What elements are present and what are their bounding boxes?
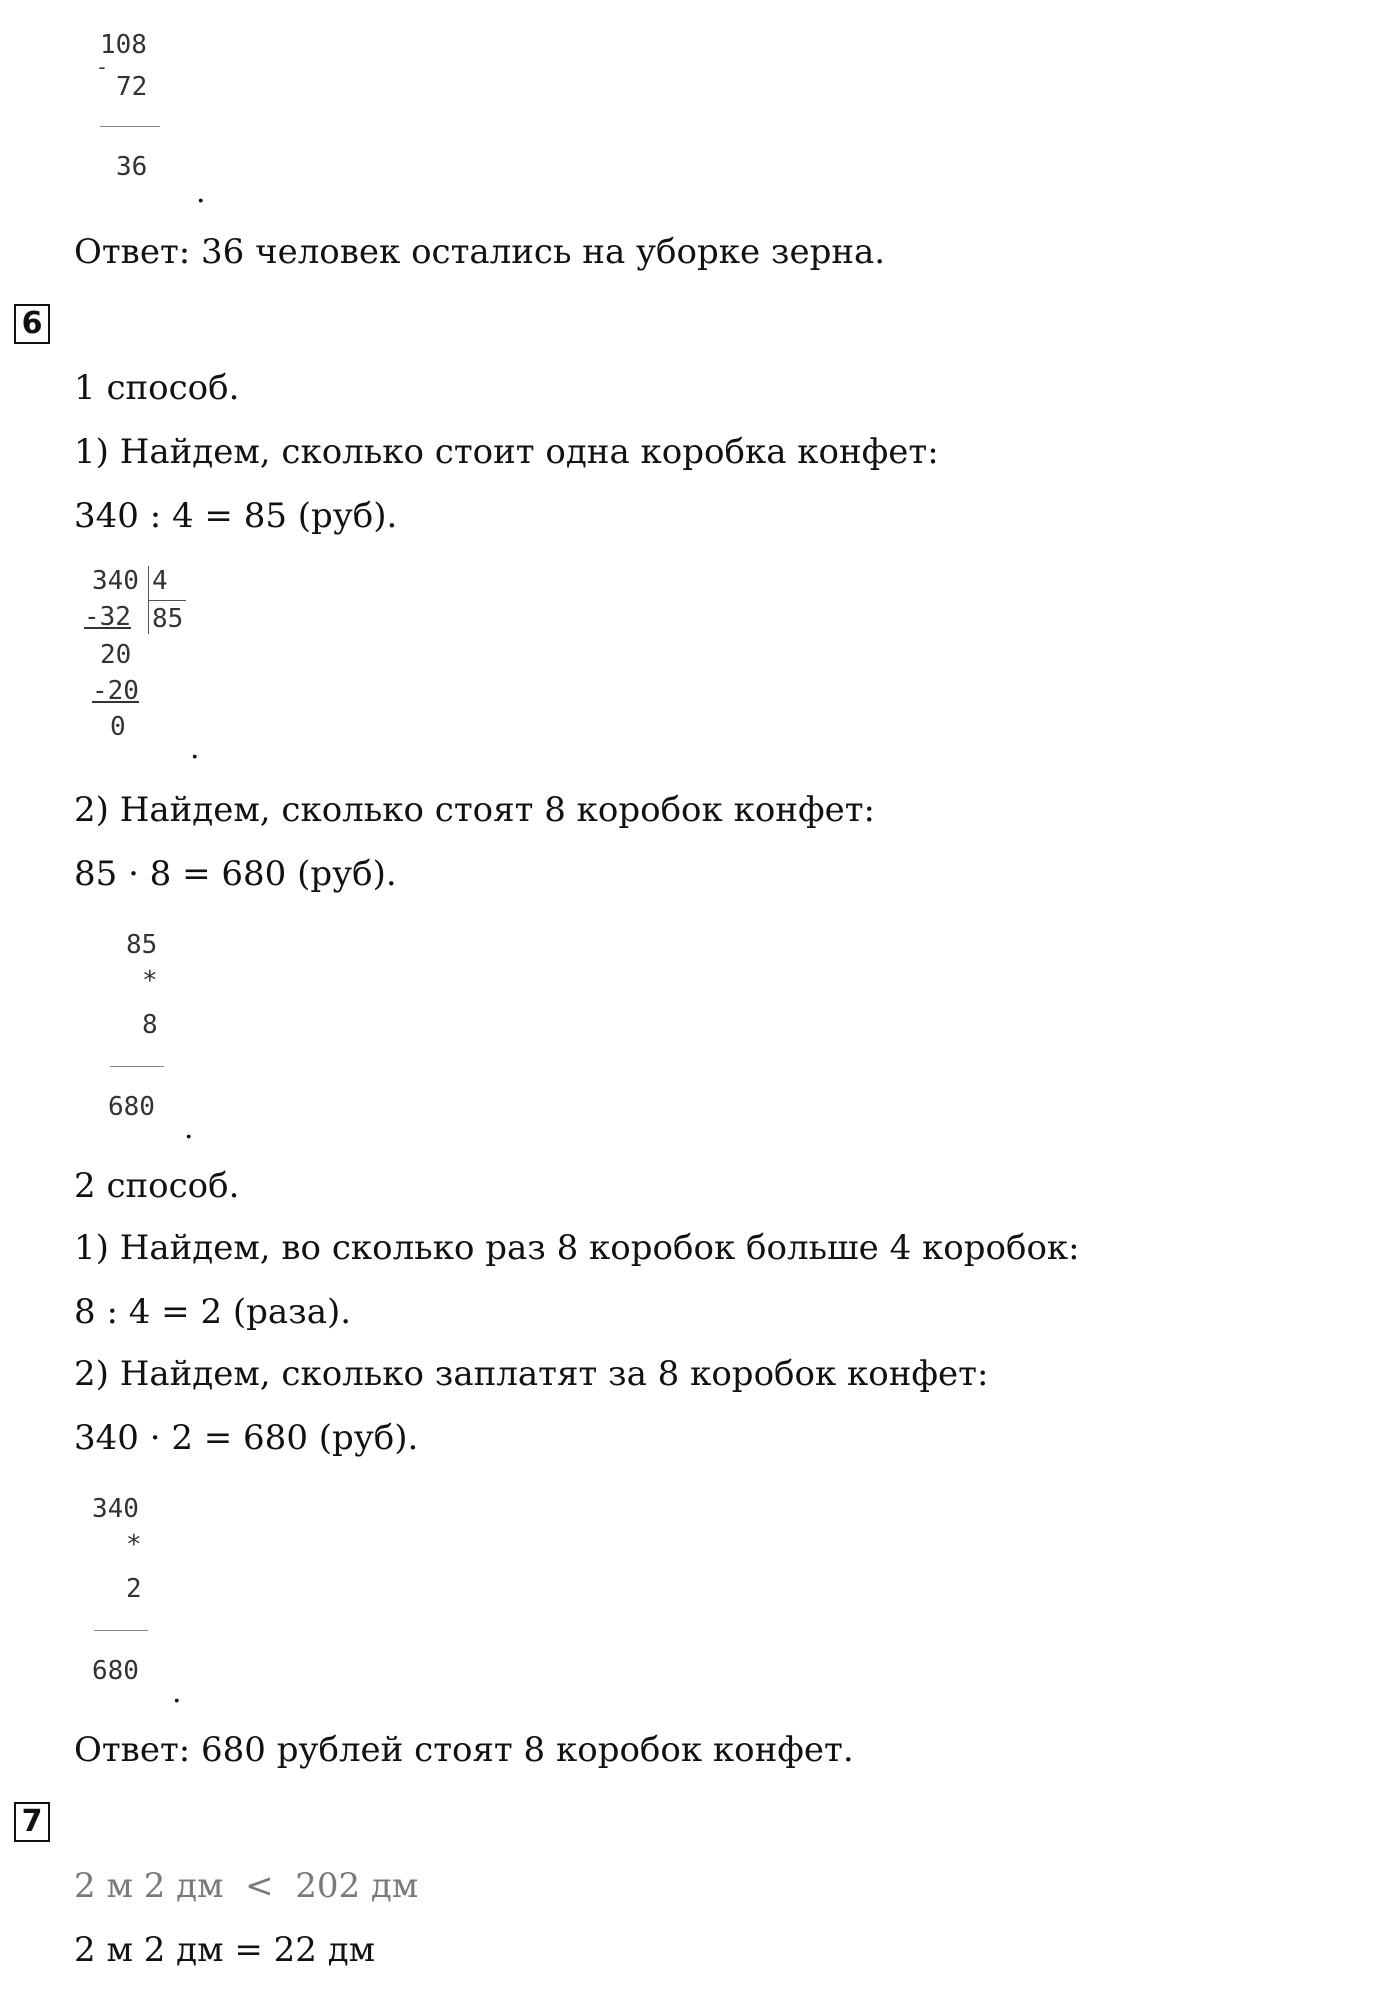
mul1-a: 85 [126,930,158,960]
calc1-minus: - [96,55,109,79]
step-3-text: 1) Найдем, во сколько раз 8 коробок больше 4 коробок: [74,1228,1080,1268]
answer-6: Ответ: 680 рублей стоят 8 коробок конфет. [74,1730,854,1770]
calc1-rule [100,126,160,127]
mul1-dot: . [184,1111,194,1146]
step-4-equation: 340 · 2 = 680 (руб). [74,1418,419,1458]
calc1-result: 36 [116,152,148,182]
div-dividend: 340 [92,566,139,596]
answer-1: Ответ: 36 человек остались на уборке зерна. [74,232,886,272]
div-remainder-1: 20 [100,640,132,670]
task-6-number: 6 [14,304,50,344]
step-1-text: 1) Найдем, сколько стоит одна коробка конфет: [74,432,939,472]
mul2-rule [94,1630,148,1631]
comparison-2: 2 м 2 дм = 22 дм [74,1930,376,1970]
calc1-b: 72 [116,72,148,102]
div-dot: . [190,731,200,766]
step-2-equation: 85 · 8 = 680 (руб). [74,854,397,894]
div-divisor-rule [148,600,186,601]
calc1-a: 108 [100,30,147,60]
comparison-1: 2 м 2 дм < 202 дм [74,1866,419,1906]
task-7-number: 7 [14,1802,50,1842]
step-4-text: 2) Найдем, сколько заплатят за 8 коробок конфет: [74,1354,989,1394]
div-sub-2: -20 [92,676,139,706]
mul2-a: 340 [92,1494,139,1524]
step-3-equation: 8 : 4 = 2 (раза). [74,1292,352,1332]
mul2-dot: . [172,1675,182,1710]
calc1-dot: . [196,175,206,210]
div-sub-1: -32 [84,602,131,632]
method-1-heading: 1 способ. [74,368,240,408]
mul2-result: 680 [92,1656,139,1686]
mul1-op: * [142,966,158,996]
div-quotient: 85 [152,604,184,634]
mul1-result: 680 [108,1092,155,1122]
method-2-heading: 2 способ. [74,1166,240,1206]
mul2-op: * [126,1530,142,1560]
div-divisor: 4 [152,566,168,596]
mul2-b: 2 [126,1574,142,1604]
step-2-text: 2) Найдем, сколько стоят 8 коробок конфет: [74,790,875,830]
mul1-b: 8 [142,1010,158,1040]
step-1-equation: 340 : 4 = 85 (руб). [74,496,398,536]
div-remainder-2: 0 [110,712,126,742]
mul1-rule [110,1066,164,1067]
